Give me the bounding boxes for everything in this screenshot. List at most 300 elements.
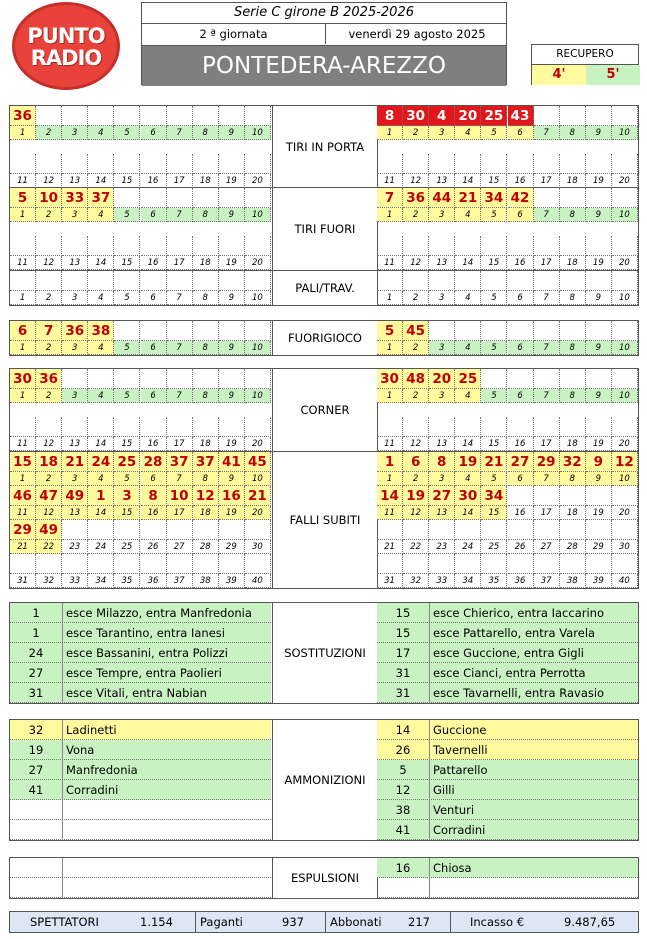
entry-text: Tavernelli (433, 743, 488, 757)
empty-cell (560, 236, 586, 256)
empty-cell (481, 554, 507, 574)
ammonizioni-entry (10, 780, 271, 800)
empty-cell (455, 520, 481, 540)
entry-minute: 15 (377, 603, 430, 623)
minute-label: 34 (88, 574, 114, 588)
empty-cell (10, 417, 36, 437)
empty-cell (612, 417, 638, 437)
empty-cell (560, 554, 586, 574)
minute-label: 11 (10, 256, 36, 270)
sostituzioni-entry (377, 663, 638, 683)
empty-row (377, 878, 638, 898)
minute-label: 19 (586, 256, 612, 270)
empty-cell (612, 369, 638, 389)
empty-cell (62, 236, 88, 256)
minute-label: 16 (508, 437, 534, 451)
minute-label: 20 (245, 174, 271, 188)
minute-label: 19 (586, 506, 612, 520)
minute-label: 5 (481, 291, 507, 305)
minute-mark: 48 (403, 369, 429, 389)
empty-cell (88, 520, 114, 540)
empty-cell (141, 520, 167, 540)
empty-cell (403, 236, 429, 256)
minute-label: 16 (141, 256, 167, 270)
empty-cell (167, 271, 193, 291)
minute-label: 1 (10, 389, 36, 403)
empty-cell (429, 321, 455, 341)
minute-mark: 32 (560, 452, 586, 472)
sostituzioni-entry (10, 603, 271, 623)
minute-label: 6 (141, 291, 167, 305)
minute-label: 18 (193, 256, 219, 270)
empty-cell (167, 554, 193, 574)
entry-minute: 38 (377, 800, 430, 820)
minute-label: 1 (377, 291, 403, 305)
minute-mark: 28 (141, 452, 167, 472)
fuorigioco-box (9, 320, 639, 356)
empty-cell (193, 188, 219, 208)
minute-label: 5 (481, 126, 507, 140)
minute-label: 3 (429, 208, 455, 222)
minute-label: 11 (377, 437, 403, 451)
punto-radio-logo (12, 2, 120, 90)
logo-line2: RADIO (30, 46, 102, 70)
minute-label: 39 (219, 574, 245, 588)
minute-label: 5 (481, 341, 507, 355)
minute-label: 24 (88, 540, 114, 554)
empty-cell (586, 271, 612, 291)
empty-cell (36, 554, 62, 574)
minute-label: 21 (10, 540, 36, 554)
entry-minute: 17 (377, 643, 430, 663)
minute-label: 3 (62, 291, 88, 305)
empty-cell (455, 236, 481, 256)
empty-cell (219, 106, 245, 126)
minute-label: 1 (377, 389, 403, 403)
minute-label: 2 (403, 291, 429, 305)
empty-cell (62, 271, 88, 291)
empty-cell (455, 154, 481, 174)
minute-label: 24 (455, 540, 481, 554)
minute-label: 10 (245, 126, 271, 140)
attendance-footer (9, 911, 639, 933)
empty-cell (114, 106, 140, 126)
minute-label: 7 (167, 472, 193, 486)
minute-label: 5 (481, 389, 507, 403)
empty-cell (245, 236, 271, 256)
minute-label: 2 (36, 208, 62, 222)
minute-mark: 9 (586, 452, 612, 472)
empty-cell (586, 486, 612, 506)
minute-mark: 6 (10, 321, 36, 341)
minute-label: 15 (114, 437, 140, 451)
ammonizioni-entry (10, 760, 271, 780)
minute-mark: 5 (377, 321, 403, 341)
minute-label: 22 (403, 540, 429, 554)
recupero-title: RECUPERO (532, 45, 638, 65)
minute-mark: 21 (62, 452, 88, 472)
minute-mark: 34 (481, 486, 507, 506)
espulsioni-label: ESPULSIONI (272, 858, 378, 898)
empty-cell (167, 417, 193, 437)
minute-label: 9 (586, 291, 612, 305)
minute-label: 9 (219, 291, 245, 305)
empty-cell (586, 188, 612, 208)
entry-minute: 16 (377, 858, 430, 878)
empty-cell (141, 236, 167, 256)
empty-cell (141, 369, 167, 389)
minute-mark: 42 (508, 188, 534, 208)
minute-label: 14 (88, 174, 114, 188)
empty-cell (167, 236, 193, 256)
minute-mark: 20 (429, 369, 455, 389)
minute-mark: 36 (403, 188, 429, 208)
empty-cell (560, 417, 586, 437)
empty-cell (481, 236, 507, 256)
minute-mark: 7 (377, 188, 403, 208)
empty-cell (586, 554, 612, 574)
minute-label: 15 (481, 174, 507, 188)
minute-mark: 46 (10, 486, 36, 506)
minute-label: 16 (508, 174, 534, 188)
empty-cell (193, 154, 219, 174)
empty-cell (88, 554, 114, 574)
minute-label: 20 (245, 256, 271, 270)
entry-text: Venturi (433, 803, 475, 817)
minute-label: 5 (114, 389, 140, 403)
entry-text (63, 858, 272, 878)
minute-label: 23 (429, 540, 455, 554)
empty-cell (534, 554, 560, 574)
sostituzioni-entry (377, 643, 638, 663)
empty-cell (586, 321, 612, 341)
minute-mark: 21 (481, 452, 507, 472)
sostituzioni-entry (377, 683, 638, 703)
empty-cell (219, 154, 245, 174)
minute-label: 13 (62, 174, 88, 188)
minute-mark: 8 (141, 486, 167, 506)
minute-label: 22 (36, 540, 62, 554)
minute-label: 2 (403, 389, 429, 403)
falli-label: FALLI SUBITI (272, 452, 378, 588)
minute-mark: 19 (455, 452, 481, 472)
minute-label: 10 (245, 341, 271, 355)
minute-label: 8 (193, 389, 219, 403)
spettatori-label: SPETTATORI (30, 915, 99, 929)
minute-label: 17 (167, 256, 193, 270)
empty-cell (534, 321, 560, 341)
entry-text: Pattarello (433, 763, 488, 777)
entry-minute: 27 (10, 663, 63, 683)
minute-label: 35 (481, 574, 507, 588)
empty-cell (141, 271, 167, 291)
empty-row (10, 858, 271, 878)
minute-label: 17 (534, 174, 560, 188)
empty-cell (219, 321, 245, 341)
minute-mark: 37 (193, 452, 219, 472)
minute-label: 30 (245, 540, 271, 554)
minute-mark: 21 (455, 188, 481, 208)
empty-cell (481, 369, 507, 389)
empty-cell (586, 417, 612, 437)
minute-label: 5 (481, 472, 507, 486)
minute-label: 5 (114, 472, 140, 486)
espulsioni-entry (377, 858, 638, 878)
empty-cell (586, 520, 612, 540)
minute-label: 13 (62, 506, 88, 520)
minute-label: 5 (114, 341, 140, 355)
minute-label: 27 (167, 540, 193, 554)
empty-cell (403, 520, 429, 540)
minute-label: 9 (219, 472, 245, 486)
minute-label: 1 (377, 472, 403, 486)
entry-minute: 31 (377, 683, 430, 703)
empty-cell (586, 106, 612, 126)
minute-label: 9 (219, 389, 245, 403)
minute-mark: 14 (377, 486, 403, 506)
minute-label: 10 (245, 208, 271, 222)
minute-label: 28 (560, 540, 586, 554)
minute-label: 8 (193, 208, 219, 222)
minute-label: 26 (508, 540, 534, 554)
minute-mark: 4 (429, 106, 455, 126)
minute-label: 5 (481, 208, 507, 222)
spettatori-value: 1.154 (140, 915, 173, 929)
minute-label: 18 (560, 437, 586, 451)
empty-cell (508, 236, 534, 256)
minute-label: 11 (377, 256, 403, 270)
minute-label: 10 (612, 341, 638, 355)
minute-label: 40 (612, 574, 638, 588)
empty-cell (586, 154, 612, 174)
empty-cell (455, 271, 481, 291)
minute-label: 2 (403, 341, 429, 355)
empty-cell (167, 188, 193, 208)
empty-cell (377, 554, 403, 574)
minute-mark: 12 (193, 486, 219, 506)
empty-cell (429, 520, 455, 540)
minute-label: 32 (36, 574, 62, 588)
entry-minute: 15 (377, 623, 430, 643)
minute-label: 6 (508, 291, 534, 305)
minute-label: 7 (534, 208, 560, 222)
empty-cell (508, 554, 534, 574)
entry-minute: 14 (377, 720, 430, 740)
minute-label: 29 (219, 540, 245, 554)
round-label: 2 ª giornata (142, 24, 326, 44)
minute-label: 25 (481, 540, 507, 554)
minute-label: 18 (193, 506, 219, 520)
minute-label: 14 (455, 506, 481, 520)
minute-mark: 49 (62, 486, 88, 506)
empty-cell (219, 554, 245, 574)
minute-label: 18 (560, 506, 586, 520)
minute-label: 7 (167, 208, 193, 222)
minute-label: 15 (481, 256, 507, 270)
minute-label: 2 (403, 126, 429, 140)
entry-minute (10, 800, 63, 820)
minute-label: 14 (455, 174, 481, 188)
minute-label: 36 (508, 574, 534, 588)
minute-label: 11 (377, 174, 403, 188)
minute-label: 3 (62, 126, 88, 140)
minute-mark: 29 (534, 452, 560, 472)
empty-cell (377, 520, 403, 540)
entry-text: esce Tarantino, entra Ianesi (66, 626, 225, 640)
entry-text: Guccione (433, 723, 487, 737)
fuorigioco-label: FUORIGIOCO (272, 321, 378, 355)
empty-cell (534, 154, 560, 174)
empty-cell (88, 271, 114, 291)
minute-mark: 5 (10, 188, 36, 208)
minute-label: 5 (114, 208, 140, 222)
minute-mark: 20 (455, 106, 481, 126)
empty-cell (586, 369, 612, 389)
minute-label: 10 (245, 291, 271, 305)
empty-cell (245, 106, 271, 126)
minute-label: 7 (534, 472, 560, 486)
minute-mark: 45 (403, 321, 429, 341)
empty-cell (455, 417, 481, 437)
match-title: PONTEDERA-AREZZO (142, 45, 506, 86)
entry-minute: 32 (10, 720, 63, 740)
empty-cell (88, 154, 114, 174)
ammonizioni-box (9, 719, 639, 841)
ammonizioni-label: AMMONIZIONI (272, 720, 378, 840)
empty-cell (534, 271, 560, 291)
entry-minute (10, 858, 63, 878)
minute-label: 26 (141, 540, 167, 554)
minute-label: 6 (508, 472, 534, 486)
empty-cell (141, 188, 167, 208)
minute-label: 4 (88, 389, 114, 403)
minute-label: 20 (612, 506, 638, 520)
empty-cell (88, 417, 114, 437)
minute-label: 5 (114, 291, 140, 305)
minute-mark: 47 (36, 486, 62, 506)
empty-row (10, 800, 271, 820)
empty-cell (36, 106, 62, 126)
entry-minute (10, 878, 63, 898)
empty-cell (429, 417, 455, 437)
empty-cell (193, 106, 219, 126)
minute-label: 12 (403, 437, 429, 451)
minute-label: 7 (534, 126, 560, 140)
pali-label: PALI/TRAV. (272, 271, 378, 305)
empty-cell (193, 321, 219, 341)
empty-cell (141, 321, 167, 341)
minute-label: 13 (429, 437, 455, 451)
entry-minute: 1 (10, 603, 63, 623)
empty-cell (534, 486, 560, 506)
minute-label: 6 (141, 208, 167, 222)
incasso-label: Incasso € (470, 915, 525, 929)
entry-text (430, 878, 639, 898)
minute-label: 20 (612, 437, 638, 451)
entry-text (63, 800, 272, 820)
empty-cell (193, 369, 219, 389)
entry-text: Vona (66, 743, 95, 757)
minute-label: 6 (141, 341, 167, 355)
empty-cell (62, 417, 88, 437)
sostituzioni-entry (10, 683, 271, 703)
empty-cell (245, 417, 271, 437)
minute-label: 6 (508, 389, 534, 403)
empty-cell (534, 369, 560, 389)
minute-label: 1 (10, 472, 36, 486)
sostituzioni-box (9, 602, 639, 704)
minute-label: 1 (10, 208, 36, 222)
minute-label: 16 (508, 506, 534, 520)
empty-cell (612, 154, 638, 174)
minute-mark: 30 (377, 369, 403, 389)
minute-label: 9 (219, 208, 245, 222)
empty-cell (245, 520, 271, 540)
minute-label: 32 (403, 574, 429, 588)
minute-label: 1 (377, 126, 403, 140)
empty-cell (455, 321, 481, 341)
empty-cell (114, 188, 140, 208)
empty-cell (62, 520, 88, 540)
minute-label: 9 (586, 208, 612, 222)
entry-text: Manfredonia (66, 763, 138, 777)
entry-text: Chiosa (433, 861, 472, 875)
empty-cell (62, 369, 88, 389)
minute-label: 8 (560, 208, 586, 222)
minute-label: 20 (612, 174, 638, 188)
minute-label: 7 (167, 126, 193, 140)
empty-cell (10, 236, 36, 256)
empty-cell (612, 486, 638, 506)
minute-mark: 21 (245, 486, 271, 506)
empty-cell (508, 271, 534, 291)
minute-label: 8 (193, 291, 219, 305)
empty-cell (429, 554, 455, 574)
entry-text: esce Guccione, entra Gigli (433, 646, 584, 660)
recupero-second-half: 5' (586, 65, 640, 85)
minute-label: 4 (88, 208, 114, 222)
minute-label: 4 (88, 291, 114, 305)
empty-row (10, 820, 271, 840)
minute-label: 1 (377, 341, 403, 355)
minute-label: 23 (62, 540, 88, 554)
empty-cell (481, 321, 507, 341)
minute-label: 8 (193, 341, 219, 355)
entry-minute: 27 (10, 760, 63, 780)
minute-label: 3 (429, 291, 455, 305)
empty-cell (10, 554, 36, 574)
minute-label: 19 (586, 174, 612, 188)
entry-minute: 41 (10, 780, 63, 800)
minute-label: 2 (36, 126, 62, 140)
minute-label: 18 (560, 174, 586, 188)
minute-mark: 27 (429, 486, 455, 506)
empty-cell (586, 236, 612, 256)
minute-label: 33 (429, 574, 455, 588)
minute-label: 6 (141, 472, 167, 486)
minute-label: 4 (455, 472, 481, 486)
minute-mark: 45 (245, 452, 271, 472)
minute-label: 4 (455, 389, 481, 403)
minute-label: 2 (403, 472, 429, 486)
empty-cell (508, 369, 534, 389)
empty-cell (245, 369, 271, 389)
corner-box (9, 368, 639, 452)
sostituzioni-entry (10, 623, 271, 643)
empty-cell (377, 154, 403, 174)
minute-label: 36 (141, 574, 167, 588)
empty-cell (429, 236, 455, 256)
